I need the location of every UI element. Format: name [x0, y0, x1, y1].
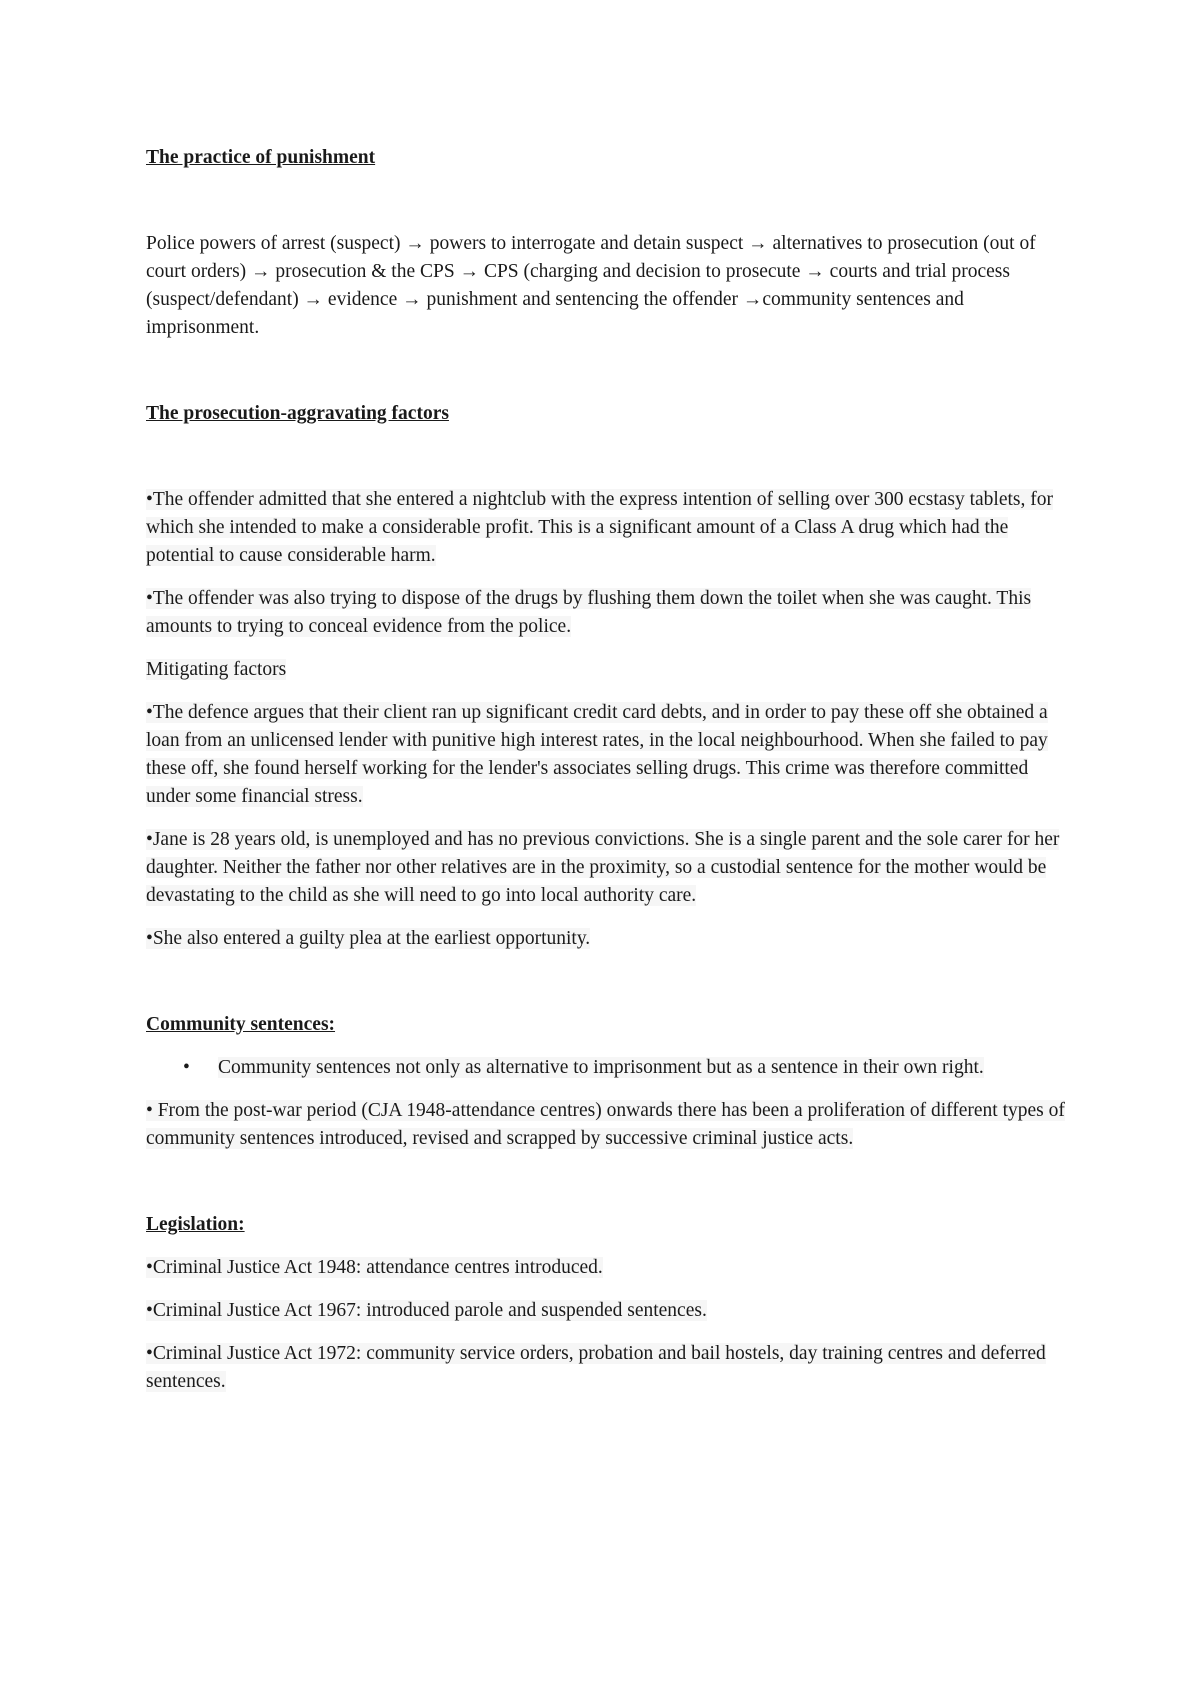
- bullet-icon: •: [183, 1057, 190, 1078]
- aggravating-item: [146, 486, 1071, 570]
- community-sentences-list: [146, 1054, 1071, 1082]
- legislation-item-text: •Criminal Justice Act 1967: introduced parole and suspended sentences.: [146, 1300, 707, 1321]
- mitigating-item-text: •The defence argues that their client ran up significant credit card debts, and in order to pay these off she obtained a loan from an unlicensed lender with punitive high interest rates, in the local neighbourhood. When she failed to pay these off, she found herself working for the lender's associates selling drugs. This crime was therefore committed under some financial stress.: [146, 702, 1048, 807]
- community-sentences-paragraph: [146, 1097, 1071, 1153]
- aggravating-factors-heading: The prosecution-aggravating factors: [146, 403, 449, 424]
- mitigating-item-text: •She also entered a guilty plea at the earliest opportunity.: [146, 928, 591, 949]
- intro-flow-paragraph: Police powers of arrest (suspect) → powers to interrogate and detain suspect → alternatives to prosecution (out of court orders) → prosecution & the CPS → CPS (charging and decision to prosecute → courts and trial process (suspect/defendant) → evidence → punishment and sentencing the offender →community sentences and imprisonment.: [146, 233, 1036, 338]
- document-page: [146, 144, 1071, 1396]
- legislation-item-text: •Criminal Justice Act 1948: attendance centres introduced.: [146, 1257, 603, 1278]
- mitigating-item: [146, 925, 1071, 953]
- mitigating-item: [146, 699, 1071, 811]
- mitigating-factors-label-text: Mitigating factors: [146, 659, 287, 680]
- legislation-heading: Legislation:: [146, 1214, 245, 1235]
- community-sentences-paragraph-text: • From the post-war period (CJA 1948-attendance centres) onwards there has been a proliferation of different types of community sentences introduced, revised and scrapped by successive criminal justice acts.: [146, 1100, 1065, 1149]
- community-sentences-heading: Community sentences:: [146, 1014, 336, 1035]
- aggravating-item-text: •The offender admitted that she entered a nightclub with the express intention of selling over 300 ecstasy tablets, for which she intended to make a considerable profit. This is a significant amount of a Class A drug which had the potential to cause considerable harm.: [146, 489, 1053, 566]
- legislation-item-text: •Criminal Justice Act 1972: community service orders, probation and bail hostels, day training centres and deferred sentences.: [146, 1343, 1046, 1392]
- legislation-item: [146, 1297, 1071, 1325]
- document-title: The practice of punishment: [146, 147, 376, 168]
- list-item-text: Community sentences not only as alternative to imprisonment but as a sentence in their own right.: [218, 1057, 984, 1078]
- legislation-item: [146, 1340, 1071, 1396]
- mitigating-item: [146, 826, 1071, 910]
- aggravating-item: [146, 585, 1071, 641]
- list-item: [146, 1054, 1071, 1082]
- legislation-item: [146, 1254, 1071, 1282]
- aggravating-item-text: •The offender was also trying to dispose of the drugs by flushing them down the toilet when she was caught. This amounts to trying to conceal evidence from the police.: [146, 588, 1032, 637]
- mitigating-item-text: •Jane is 28 years old, is unemployed and has no previous convictions. She is a single parent and the sole carer for her daughter. Neither the father nor other relatives are in the proximity, so a custodial sentence for the mother would be devastating to the child as she will need to go into local authority care.: [146, 829, 1060, 906]
- mitigating-factors-label: [146, 656, 1071, 684]
